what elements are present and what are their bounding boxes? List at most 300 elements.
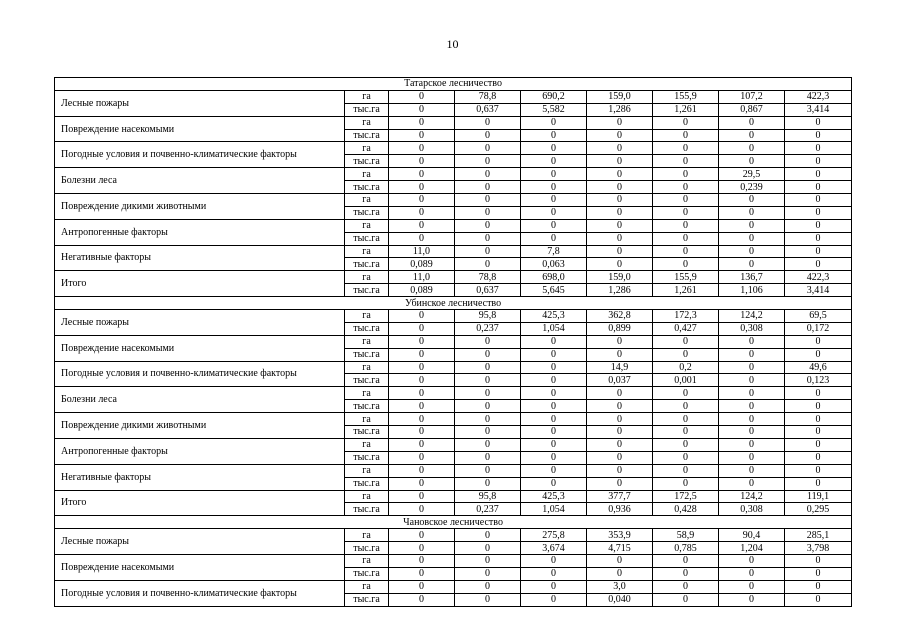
- value-cell: 0: [389, 529, 455, 542]
- factor-label: Повреждение дикими животными: [55, 194, 345, 220]
- value-cell: 0: [455, 438, 521, 451]
- value-cell: 0: [521, 413, 587, 426]
- value-cell: 0: [587, 438, 653, 451]
- value-cell: 1,261: [653, 103, 719, 116]
- value-cell: 0: [653, 129, 719, 142]
- value-cell: 0: [389, 490, 455, 503]
- value-cell: 0: [785, 580, 852, 593]
- value-cell: 0: [455, 361, 521, 374]
- value-cell: 0: [719, 258, 785, 271]
- unit-label: тыс.га: [345, 374, 389, 387]
- value-cell: 0: [587, 426, 653, 439]
- value-cell: 0: [455, 400, 521, 413]
- factor-label: Болезни леса: [55, 168, 345, 194]
- value-cell: 0: [521, 426, 587, 439]
- value-cell: 0: [521, 168, 587, 181]
- value-cell: 0: [653, 567, 719, 580]
- value-cell: 0,237: [455, 322, 521, 335]
- value-cell: 0: [389, 400, 455, 413]
- factor-label: Лесные пожары: [55, 529, 345, 555]
- value-cell: 0: [521, 219, 587, 232]
- value-cell: 0,089: [389, 258, 455, 271]
- value-cell: 0: [653, 400, 719, 413]
- value-cell: 0: [719, 413, 785, 426]
- value-cell: 5,582: [521, 103, 587, 116]
- value-cell: 698,0: [521, 271, 587, 284]
- value-cell: 0: [455, 245, 521, 258]
- value-cell: 0: [455, 464, 521, 477]
- unit-label: га: [345, 387, 389, 400]
- value-cell: 0: [521, 593, 587, 606]
- value-cell: 0: [785, 426, 852, 439]
- value-cell: 0: [389, 103, 455, 116]
- value-cell: 0: [785, 348, 852, 361]
- value-cell: 422,3: [785, 90, 852, 103]
- value-cell: 0: [653, 194, 719, 207]
- value-cell: 0: [389, 348, 455, 361]
- factor-label: Погодные условия и почвенно-климатические факторы: [55, 580, 345, 606]
- value-cell: 0: [719, 554, 785, 567]
- value-cell: 275,8: [521, 529, 587, 542]
- value-cell: 0: [389, 322, 455, 335]
- factor-label: Погодные условия и почвенно-климатические факторы: [55, 142, 345, 168]
- value-cell: 0: [389, 129, 455, 142]
- value-cell: 0,063: [521, 258, 587, 271]
- value-cell: 425,3: [521, 490, 587, 503]
- unit-label: тыс.га: [345, 232, 389, 245]
- unit-label: га: [345, 219, 389, 232]
- value-cell: 377,7: [587, 490, 653, 503]
- factor-label: Лесные пожары: [55, 310, 345, 336]
- unit-label: га: [345, 116, 389, 129]
- value-cell: 353,9: [587, 529, 653, 542]
- factor-label: Итого: [55, 490, 345, 516]
- table-row: [55, 554, 852, 567]
- value-cell: 0: [785, 142, 852, 155]
- value-cell: 0: [785, 181, 852, 194]
- value-cell: 0: [785, 129, 852, 142]
- unit-label: тыс.га: [345, 400, 389, 413]
- table-row: [55, 438, 852, 451]
- value-cell: 0: [785, 451, 852, 464]
- value-cell: 0: [521, 232, 587, 245]
- value-cell: 0: [521, 129, 587, 142]
- value-cell: 95,8: [455, 490, 521, 503]
- value-cell: 0: [389, 477, 455, 490]
- unit-label: га: [345, 310, 389, 323]
- value-cell: 0: [653, 554, 719, 567]
- value-cell: 0,936: [587, 503, 653, 516]
- unit-label: тыс.га: [345, 129, 389, 142]
- value-cell: 0: [455, 477, 521, 490]
- value-cell: 0: [455, 206, 521, 219]
- value-cell: 425,3: [521, 310, 587, 323]
- value-cell: 0: [521, 361, 587, 374]
- unit-label: га: [345, 413, 389, 426]
- value-cell: 155,9: [653, 90, 719, 103]
- value-cell: 0: [521, 194, 587, 207]
- table-row: [55, 271, 852, 284]
- value-cell: 0: [587, 168, 653, 181]
- value-cell: 0: [455, 593, 521, 606]
- value-cell: 0: [719, 348, 785, 361]
- value-cell: 14,9: [587, 361, 653, 374]
- value-cell: 0,427: [653, 322, 719, 335]
- factor-label: Повреждение насекомыми: [55, 116, 345, 142]
- value-cell: 0: [719, 245, 785, 258]
- value-cell: 0: [587, 232, 653, 245]
- value-cell: 0: [653, 219, 719, 232]
- value-cell: 0,308: [719, 322, 785, 335]
- table-row: [55, 413, 852, 426]
- value-cell: 0,001: [653, 374, 719, 387]
- value-cell: 49,6: [785, 361, 852, 374]
- value-cell: 0: [389, 155, 455, 168]
- value-cell: 0: [521, 348, 587, 361]
- unit-label: тыс.га: [345, 206, 389, 219]
- value-cell: 0: [587, 400, 653, 413]
- value-cell: 29,5: [719, 168, 785, 181]
- value-cell: 78,8: [455, 271, 521, 284]
- value-cell: 0: [719, 438, 785, 451]
- unit-label: тыс.га: [345, 284, 389, 297]
- unit-label: га: [345, 529, 389, 542]
- value-cell: 0: [587, 155, 653, 168]
- value-cell: 7,8: [521, 245, 587, 258]
- table-row: [55, 387, 852, 400]
- value-cell: 155,9: [653, 271, 719, 284]
- value-cell: 159,0: [587, 90, 653, 103]
- value-cell: 0: [719, 142, 785, 155]
- factor-label: Повреждение насекомыми: [55, 554, 345, 580]
- factor-label: Антропогенные факторы: [55, 219, 345, 245]
- value-cell: 0: [455, 258, 521, 271]
- value-cell: 0,239: [719, 181, 785, 194]
- value-cell: 90,4: [719, 529, 785, 542]
- value-cell: 0,637: [455, 103, 521, 116]
- value-cell: 0: [587, 451, 653, 464]
- value-cell: 0: [389, 580, 455, 593]
- unit-label: га: [345, 168, 389, 181]
- value-cell: 0: [389, 168, 455, 181]
- value-cell: 0: [587, 258, 653, 271]
- unit-label: тыс.га: [345, 503, 389, 516]
- value-cell: 0: [719, 426, 785, 439]
- value-cell: 0: [719, 335, 785, 348]
- table-row: [55, 142, 852, 155]
- value-cell: 0: [719, 194, 785, 207]
- value-cell: 0: [455, 232, 521, 245]
- value-cell: 0: [389, 567, 455, 580]
- factor-label: Негативные факторы: [55, 464, 345, 490]
- unit-label: га: [345, 194, 389, 207]
- value-cell: 0: [785, 567, 852, 580]
- value-cell: 690,2: [521, 90, 587, 103]
- value-cell: 1,054: [521, 503, 587, 516]
- value-cell: 0: [587, 554, 653, 567]
- value-cell: 0: [653, 464, 719, 477]
- unit-label: тыс.га: [345, 348, 389, 361]
- value-cell: 0: [389, 451, 455, 464]
- page-number: 10: [446, 37, 459, 51]
- value-cell: 0: [653, 206, 719, 219]
- value-cell: 95,8: [455, 310, 521, 323]
- value-cell: 0: [587, 206, 653, 219]
- value-cell: 0: [653, 155, 719, 168]
- value-cell: 0: [455, 374, 521, 387]
- value-cell: 172,3: [653, 310, 719, 323]
- unit-label: тыс.га: [345, 542, 389, 555]
- table-row: [55, 464, 852, 477]
- value-cell: 0,867: [719, 103, 785, 116]
- unit-label: га: [345, 580, 389, 593]
- value-cell: 0: [455, 348, 521, 361]
- table-row: [55, 490, 852, 503]
- value-cell: 0,428: [653, 503, 719, 516]
- value-cell: 0: [653, 593, 719, 606]
- value-cell: 0: [389, 374, 455, 387]
- value-cell: 0: [521, 567, 587, 580]
- value-cell: 0: [389, 361, 455, 374]
- value-cell: 0: [785, 232, 852, 245]
- value-cell: 0: [455, 194, 521, 207]
- value-cell: 422,3: [785, 271, 852, 284]
- section-title: Татарское лесничество: [55, 78, 852, 91]
- value-cell: 0: [653, 181, 719, 194]
- value-cell: 0: [455, 219, 521, 232]
- table-row: [55, 245, 852, 258]
- value-cell: 0: [785, 400, 852, 413]
- value-cell: 0,295: [785, 503, 852, 516]
- value-cell: 0: [521, 155, 587, 168]
- value-cell: 0: [389, 387, 455, 400]
- value-cell: 119,1: [785, 490, 852, 503]
- table-row: [55, 361, 852, 374]
- value-cell: 0: [785, 206, 852, 219]
- value-cell: 0: [653, 451, 719, 464]
- value-cell: 0: [719, 477, 785, 490]
- value-cell: 0: [455, 542, 521, 555]
- value-cell: 285,1: [785, 529, 852, 542]
- value-cell: 0: [785, 335, 852, 348]
- value-cell: 3,674: [521, 542, 587, 555]
- unit-label: тыс.га: [345, 593, 389, 606]
- value-cell: 0,123: [785, 374, 852, 387]
- value-cell: 0: [389, 554, 455, 567]
- value-cell: 3,414: [785, 103, 852, 116]
- value-cell: 0: [587, 116, 653, 129]
- value-cell: 1,204: [719, 542, 785, 555]
- value-cell: 0: [653, 168, 719, 181]
- value-cell: 0: [785, 168, 852, 181]
- value-cell: 0: [653, 335, 719, 348]
- value-cell: 0: [455, 155, 521, 168]
- unit-label: га: [345, 335, 389, 348]
- value-cell: 0: [587, 413, 653, 426]
- unit-label: тыс.га: [345, 181, 389, 194]
- value-cell: 0: [653, 232, 719, 245]
- value-cell: 0: [521, 580, 587, 593]
- unit-label: га: [345, 554, 389, 567]
- value-cell: 0: [719, 232, 785, 245]
- value-cell: 0: [389, 206, 455, 219]
- value-cell: 0: [455, 142, 521, 155]
- value-cell: 0: [389, 90, 455, 103]
- value-cell: 124,2: [719, 310, 785, 323]
- value-cell: 0: [455, 129, 521, 142]
- unit-label: тыс.га: [345, 477, 389, 490]
- value-cell: 0: [785, 245, 852, 258]
- table-row: [55, 168, 852, 181]
- factor-label: Негативные факторы: [55, 245, 345, 271]
- unit-label: тыс.га: [345, 451, 389, 464]
- value-cell: 1,261: [653, 284, 719, 297]
- value-cell: 0: [587, 245, 653, 258]
- value-cell: 0,899: [587, 322, 653, 335]
- value-cell: 0: [389, 116, 455, 129]
- unit-label: га: [345, 490, 389, 503]
- value-cell: 0: [587, 194, 653, 207]
- value-cell: 0: [653, 580, 719, 593]
- unit-label: тыс.га: [345, 155, 389, 168]
- value-cell: 0: [521, 335, 587, 348]
- unit-label: га: [345, 464, 389, 477]
- value-cell: 0: [455, 387, 521, 400]
- value-cell: 1,054: [521, 322, 587, 335]
- value-cell: 5,645: [521, 284, 587, 297]
- value-cell: 0: [785, 593, 852, 606]
- value-cell: 0: [455, 426, 521, 439]
- value-cell: 0: [389, 464, 455, 477]
- value-cell: 0: [587, 142, 653, 155]
- table-row: [55, 116, 852, 129]
- value-cell: 0: [653, 438, 719, 451]
- table-row: [55, 580, 852, 593]
- unit-label: га: [345, 271, 389, 284]
- value-cell: 1,286: [587, 284, 653, 297]
- value-cell: 0: [587, 219, 653, 232]
- value-cell: 0: [785, 155, 852, 168]
- unit-label: га: [345, 142, 389, 155]
- factor-label: Антропогенные факторы: [55, 438, 345, 464]
- value-cell: 0,308: [719, 503, 785, 516]
- value-cell: 0: [455, 116, 521, 129]
- value-cell: 0: [785, 464, 852, 477]
- value-cell: 0: [719, 116, 785, 129]
- value-cell: 4,715: [587, 542, 653, 555]
- value-cell: 0: [719, 206, 785, 219]
- value-cell: 0: [653, 245, 719, 258]
- value-cell: 0,637: [455, 284, 521, 297]
- section-header-row: [55, 516, 852, 529]
- value-cell: 0: [587, 387, 653, 400]
- table-row: [55, 194, 852, 207]
- value-cell: 0: [389, 142, 455, 155]
- unit-label: тыс.га: [345, 567, 389, 580]
- value-cell: 0: [719, 567, 785, 580]
- unit-label: га: [345, 438, 389, 451]
- value-cell: 0: [785, 438, 852, 451]
- value-cell: 0: [587, 567, 653, 580]
- value-cell: 0: [785, 413, 852, 426]
- value-cell: 0: [719, 361, 785, 374]
- value-cell: 0: [587, 348, 653, 361]
- value-cell: 0: [521, 116, 587, 129]
- value-cell: 0: [521, 142, 587, 155]
- table-row: [55, 219, 852, 232]
- value-cell: 58,9: [653, 529, 719, 542]
- value-cell: 0: [587, 181, 653, 194]
- value-cell: 0: [521, 374, 587, 387]
- value-cell: 362,8: [587, 310, 653, 323]
- factor-label: Болезни леса: [55, 387, 345, 413]
- value-cell: 0: [785, 219, 852, 232]
- value-cell: 0: [455, 451, 521, 464]
- value-cell: 0: [521, 206, 587, 219]
- value-cell: 0: [719, 400, 785, 413]
- value-cell: 0: [653, 348, 719, 361]
- value-cell: 11,0: [389, 245, 455, 258]
- value-cell: 0: [521, 464, 587, 477]
- table-row: [55, 529, 852, 542]
- factor-label: Итого: [55, 271, 345, 297]
- value-cell: 3,798: [785, 542, 852, 555]
- value-cell: 69,5: [785, 310, 852, 323]
- value-cell: 0,2: [653, 361, 719, 374]
- value-cell: 0: [521, 400, 587, 413]
- unit-label: га: [345, 361, 389, 374]
- value-cell: 0: [389, 542, 455, 555]
- unit-label: тыс.га: [345, 103, 389, 116]
- value-cell: 0: [653, 258, 719, 271]
- value-cell: 78,8: [455, 90, 521, 103]
- value-cell: 0: [455, 580, 521, 593]
- value-cell: 11,0: [389, 271, 455, 284]
- unit-label: тыс.га: [345, 426, 389, 439]
- value-cell: 0: [785, 116, 852, 129]
- value-cell: 0,785: [653, 542, 719, 555]
- value-cell: 0: [389, 426, 455, 439]
- value-cell: 0: [653, 413, 719, 426]
- value-cell: 0: [455, 529, 521, 542]
- value-cell: 0: [587, 335, 653, 348]
- value-cell: 0: [653, 477, 719, 490]
- unit-label: га: [345, 90, 389, 103]
- value-cell: 0: [521, 477, 587, 490]
- value-cell: 0: [785, 194, 852, 207]
- value-cell: 0: [389, 310, 455, 323]
- value-cell: 0: [719, 155, 785, 168]
- section-title: Убинское лесничество: [55, 297, 852, 310]
- section-header-row: [55, 297, 852, 310]
- value-cell: 0: [587, 477, 653, 490]
- value-cell: 0,172: [785, 322, 852, 335]
- value-cell: 3,414: [785, 284, 852, 297]
- value-cell: 0: [719, 219, 785, 232]
- value-cell: 0,237: [455, 503, 521, 516]
- unit-label: га: [345, 245, 389, 258]
- value-cell: 0: [719, 464, 785, 477]
- value-cell: 0,040: [587, 593, 653, 606]
- factor-label: Погодные условия и почвенно-климатические факторы: [55, 361, 345, 387]
- table-row: [55, 90, 852, 103]
- value-cell: 0: [455, 413, 521, 426]
- value-cell: 0: [785, 477, 852, 490]
- value-cell: 0: [389, 593, 455, 606]
- value-cell: 0: [455, 567, 521, 580]
- value-cell: 0: [719, 580, 785, 593]
- value-cell: 1,286: [587, 103, 653, 116]
